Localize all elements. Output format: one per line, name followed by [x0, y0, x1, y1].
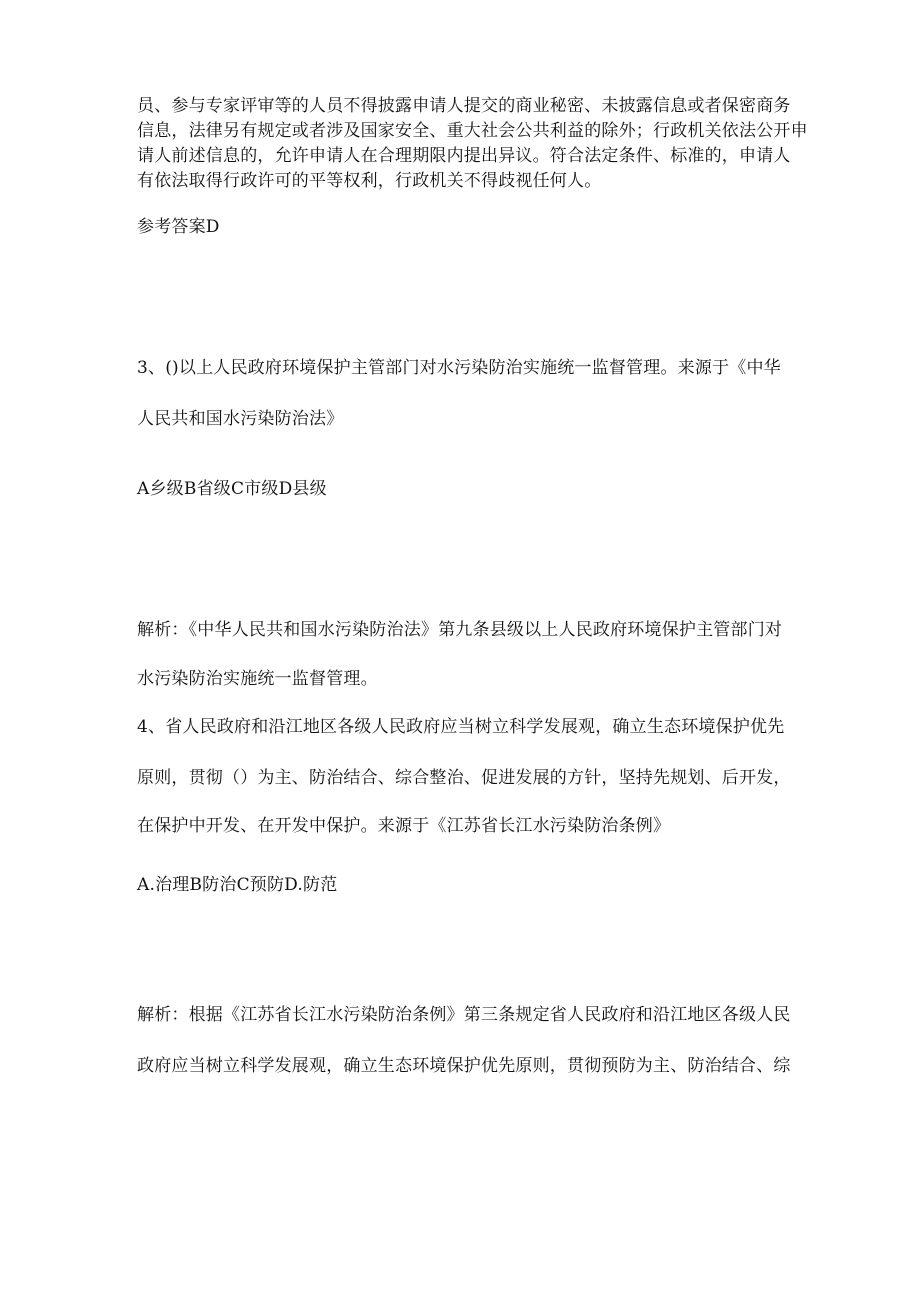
question-4-options: A.治理B防治C预防D.防范 — [137, 875, 338, 895]
analysis-text: 水污染防治实施统一监督管理。 — [137, 669, 378, 689]
question-3-options: A乡级B省级C市级D县级 — [137, 479, 327, 499]
analysis-text: 解析：根据《江苏省长江水污染防治条例》第三条规定省人民政府和沿江地区各级人民 — [137, 1005, 791, 1025]
question-4-text: 在保护中开发、在开发中保护。来源于《江苏省长江水污染防治条例》 — [137, 816, 671, 836]
answer-label: 参考答案D — [137, 217, 220, 237]
text-line: 有依法取得行政许可的平等权利，行政机关不得歧视任何人。 — [137, 171, 602, 191]
analysis-text: 解析：《中华人民共和国水污染防治法》第九条县级以上人民政府环境保护主管部门对 — [137, 620, 783, 640]
question-4-text: 4、省人民政府和沿江地区各级人民政府应当树立科学发展观，确立生态环境保护优先 — [137, 717, 785, 737]
text-line: 员、参与专家评审等的人员不得披露申请人提交的商业秘密、未披露信息或者保密商务 — [137, 96, 791, 116]
question-4-text: 原则，贯彻（）为主、防治结合、综合整治、促进发展的方针，坚持先规划、后开发， — [137, 768, 791, 788]
question-3-text: 人民共和国水污染防治法》 — [137, 409, 344, 429]
question-3-text: 3、()以上人民政府环境保护主管部门对水污染防治实施统一监督管理。来源于《中华 — [137, 358, 781, 378]
text-line: 请人前述信息的，允许申请人在合理期限内提出异议。符合法定条件、标准的，申请人 — [137, 146, 791, 166]
text-line: 信息，法律另有规定或者涉及国家安全、重大社会公共利益的除外；行政机关依法公开申 — [137, 121, 808, 141]
analysis-text: 政府应当树立科学发展观，确立生态环境保护优先原则，贯彻预防为主、防治结合、综 — [137, 1056, 791, 1076]
